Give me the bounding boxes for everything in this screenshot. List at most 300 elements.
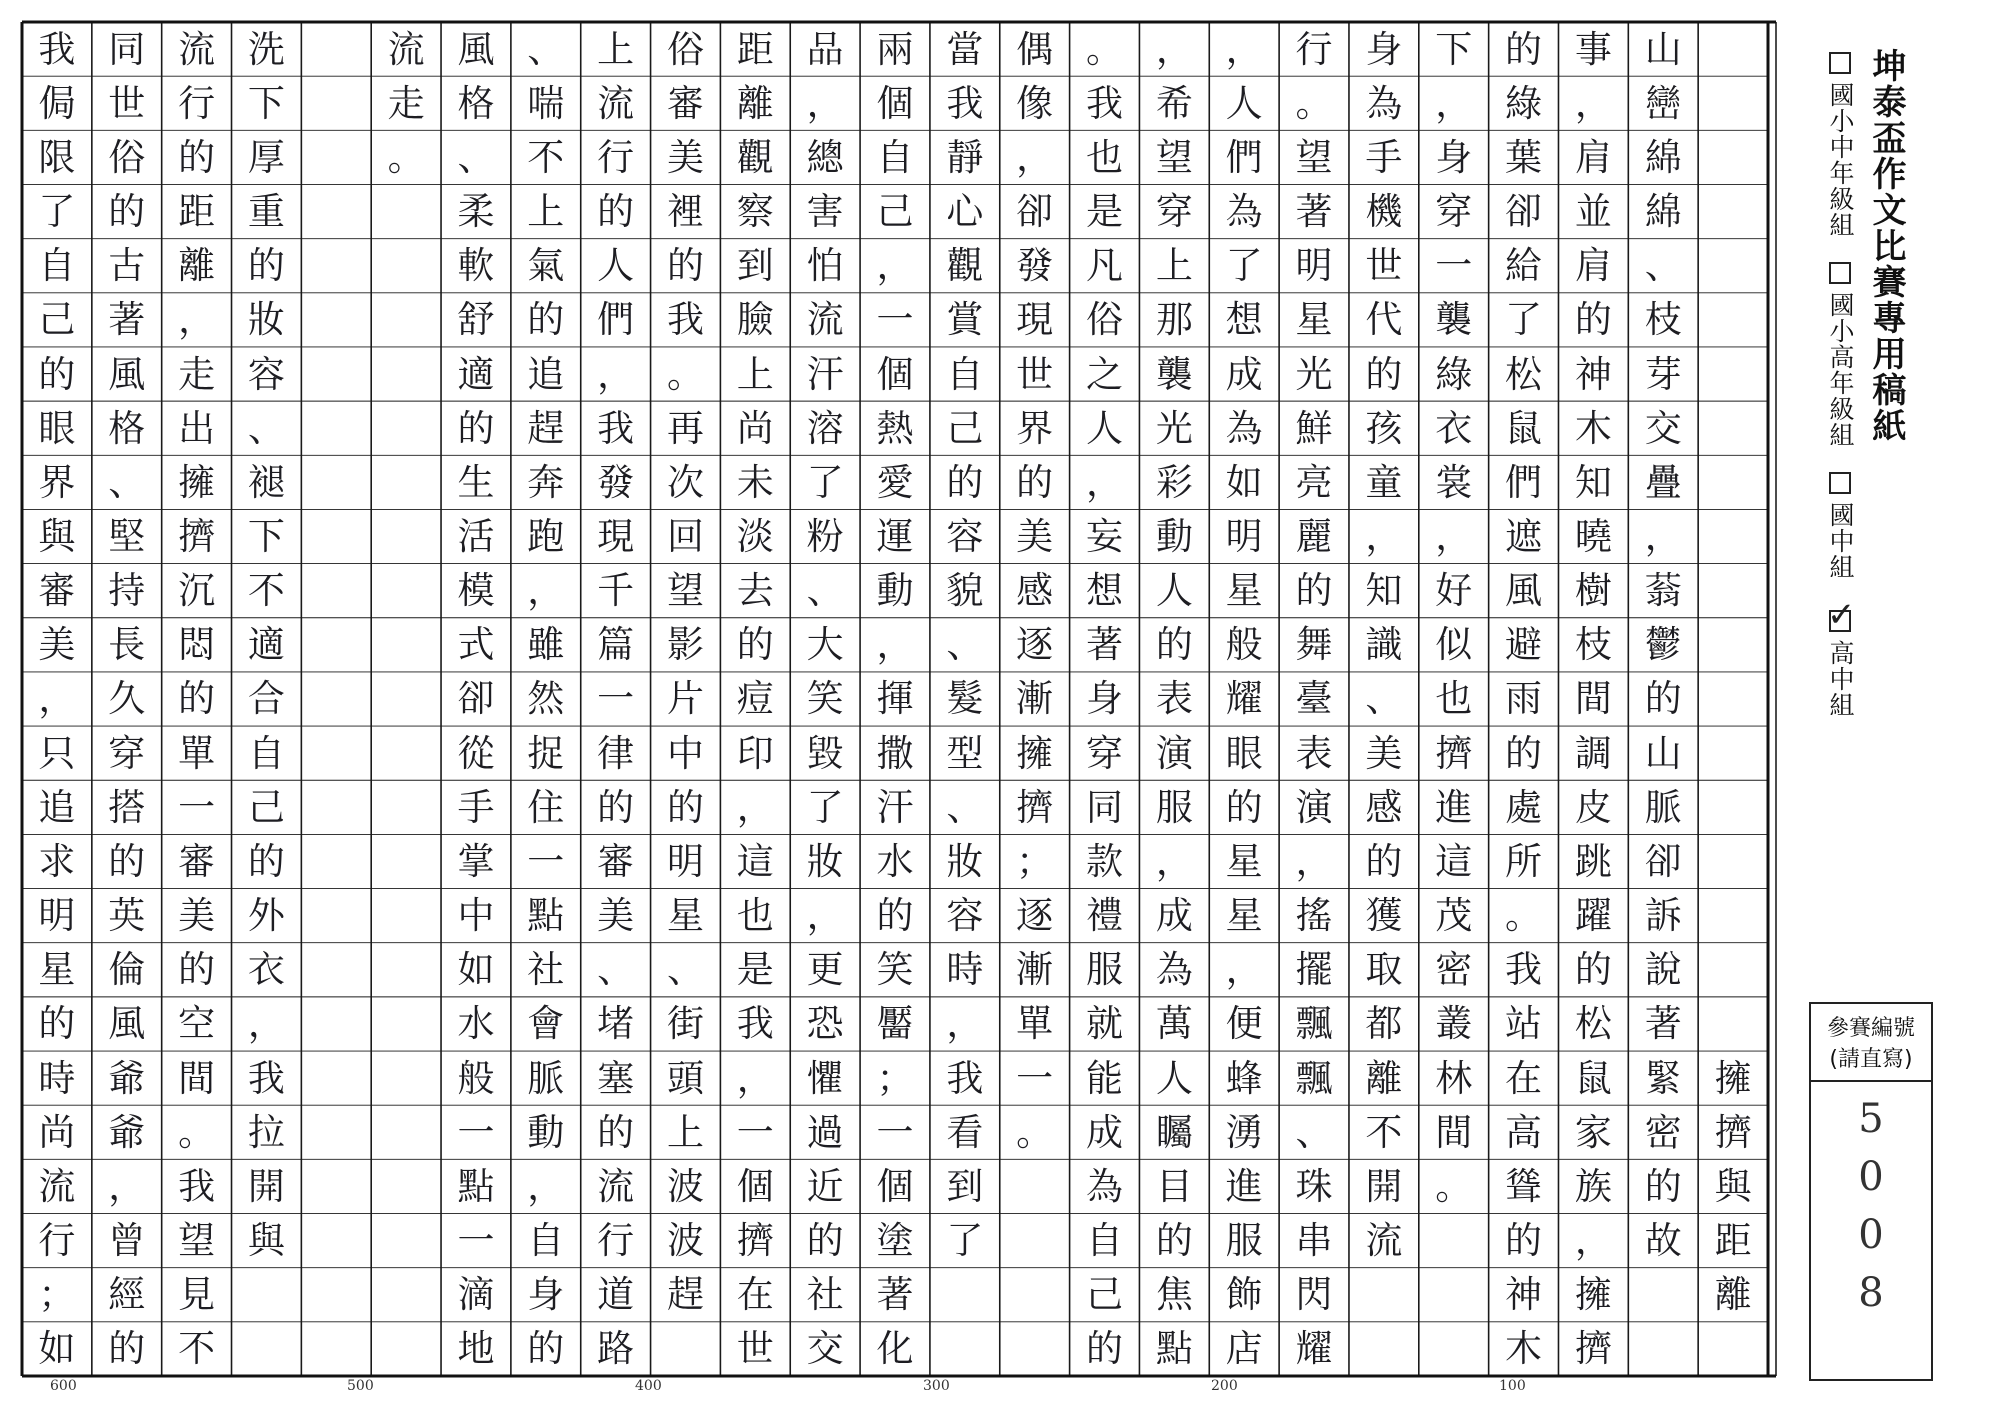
grid-cell: 懼 (806, 1056, 844, 1100)
grid-cell: 趕 (527, 406, 565, 450)
grid-cell: 看 (946, 1110, 984, 1154)
grid-cell: 近 (806, 1164, 844, 1208)
grid-cell: 未 (736, 460, 774, 504)
grid-cell (232, 1268, 302, 1322)
grid-cell: 的 (1155, 1219, 1193, 1263)
grid-cell: 如 (38, 1327, 76, 1371)
grid-cell: 服 (1155, 785, 1193, 829)
grid-cell: ； (876, 1056, 914, 1100)
grid-cell: 。 (1016, 1110, 1054, 1154)
group-label-senior-high: 高中組 (1826, 640, 1855, 718)
grid-cell: 星 (1225, 569, 1263, 613)
grid-cell: 光 (1295, 352, 1333, 396)
grid-cell: 笑 (876, 948, 914, 992)
grid-cell: 水 (876, 839, 914, 883)
grid-cell: ， (1574, 1219, 1612, 1263)
grid-cell (232, 1322, 302, 1376)
grid-cell (1000, 1268, 1070, 1322)
grid-cell: 望 (178, 1219, 216, 1263)
grid-cell (371, 1051, 441, 1105)
group-option-elementary-middle[interactable] (1822, 52, 1858, 238)
grid-cell: 識 (1365, 623, 1403, 667)
grid-cell (1698, 347, 1768, 401)
grid-cell: 恐 (806, 1002, 844, 1046)
grid-cell: 模 (457, 569, 495, 613)
grid-cell: 格 (457, 81, 495, 125)
grid-cell: 容 (946, 894, 984, 938)
grid-cell: 擁 (178, 460, 216, 504)
grid-cell: 如 (1225, 460, 1263, 504)
grid-cell: ， (736, 785, 774, 829)
grid-cell: 影 (666, 623, 704, 667)
grid-cell: 靨 (876, 1002, 914, 1046)
grid-cell (1698, 672, 1768, 726)
grid-cell (301, 1322, 371, 1376)
grid-cell: 為 (1155, 948, 1193, 992)
grid-cell: 開 (1365, 1164, 1403, 1208)
grid-cell: 軟 (457, 244, 495, 288)
essay-column (1349, 22, 1419, 1376)
grid-cell: 一 (178, 785, 216, 829)
grid-cell: ， (1155, 839, 1193, 883)
grid-cell: 星 (1295, 298, 1333, 342)
grid-cell (1698, 618, 1768, 672)
grid-cell: 同 (1086, 785, 1123, 829)
grid-cell: 林 (1435, 1056, 1473, 1100)
grid-cell: 的 (1365, 839, 1403, 883)
checkbox-elementary-middle[interactable] (1829, 52, 1851, 74)
grid-cell: 爺 (108, 1110, 146, 1154)
grid-cell (301, 293, 371, 347)
grid-cell: 限 (38, 135, 76, 179)
grid-cell (301, 889, 371, 943)
essay-column (92, 22, 162, 1376)
grid-cell: 行 (597, 1219, 635, 1263)
grid-cell: 擁 (1714, 1056, 1752, 1100)
grid-cell: 貌 (946, 569, 984, 613)
grid-cell: 觀 (946, 244, 984, 288)
grid-cell: 們 (1225, 135, 1263, 179)
checkbox-elementary-upper[interactable] (1829, 262, 1851, 284)
grid-cell: 美 (178, 894, 216, 938)
grid-cell (1698, 1322, 1768, 1376)
grid-cell: 距 (1714, 1219, 1752, 1263)
checkbox-junior-high[interactable] (1829, 472, 1851, 494)
grid-cell: 堵 (597, 1002, 635, 1046)
grid-cell: 的 (597, 190, 635, 234)
grid-cell: 社 (806, 1273, 844, 1317)
grid-cell: 人 (597, 244, 635, 288)
grid-cell (301, 726, 371, 780)
grid-cell: 童 (1365, 460, 1403, 504)
grid-cell: 能 (1086, 1056, 1123, 1100)
group-option-elementary-upper[interactable] (1822, 262, 1858, 448)
grid-cell: 一 (597, 677, 635, 721)
grid-cell (1698, 509, 1768, 563)
grid-cell: 行 (597, 135, 635, 179)
grid-cell: 一 (736, 1110, 774, 1154)
grid-cell: 出 (178, 406, 216, 450)
grid-cell (371, 509, 441, 563)
grid-cell: 風 (108, 352, 146, 396)
grid-cell: 曾 (108, 1219, 146, 1263)
grid-cell: 的 (1155, 623, 1193, 667)
grid-cell: 是 (1086, 190, 1123, 234)
grid-cell: 兩 (876, 27, 914, 71)
grid-cell: 想 (1225, 298, 1263, 342)
grid-cell: 尚 (736, 406, 774, 450)
grid-cell: 交 (1644, 406, 1682, 450)
grid-cell: 格 (108, 406, 146, 450)
grid-cell: 溶 (806, 406, 844, 450)
grid-cell (371, 1322, 441, 1376)
grid-cell: 地 (457, 1327, 495, 1371)
grid-cell: 成 (1225, 352, 1263, 396)
grid-cell: 的 (1505, 27, 1543, 71)
grid-cell: ， (38, 677, 76, 721)
essay-column (1000, 22, 1070, 1376)
grid-cell: 擠 (1016, 785, 1054, 829)
grid-cell: 身 (1086, 677, 1123, 721)
grid-cell: 裡 (666, 190, 704, 234)
grid-cell: 就 (1086, 1002, 1123, 1046)
grid-cell: 訴 (1644, 894, 1682, 938)
grid-cell: 著 (1644, 1002, 1682, 1046)
essay-column (651, 22, 721, 1376)
grid-cell: 都 (1365, 1002, 1403, 1046)
grid-cell: 流 (597, 1164, 635, 1208)
grid-cell (371, 997, 441, 1051)
grid-cell: 、 (1644, 244, 1682, 288)
grid-cell: 的 (1365, 352, 1403, 396)
grid-cell: 擠 (736, 1219, 774, 1263)
grid-cell: 鮮 (1295, 406, 1333, 450)
grid-cell (301, 1051, 371, 1105)
grid-cell: 故 (1644, 1219, 1682, 1263)
grid-cell: 妝 (247, 298, 285, 342)
grid-cell: 裳 (1435, 460, 1473, 504)
grid-cell: 襲 (1435, 298, 1473, 342)
grid-cell (301, 1105, 371, 1159)
grid-cell: 了 (806, 460, 844, 504)
grid-cell: 跳 (1574, 839, 1612, 883)
grid-cell: 久 (108, 677, 146, 721)
grid-cell: 知 (1365, 569, 1403, 613)
grid-cell (371, 726, 441, 780)
grid-cell: 塞 (597, 1056, 635, 1100)
grid-cell: 脈 (527, 1056, 565, 1100)
grid-cell: 舞 (1295, 623, 1333, 667)
grid-cell: 避 (1505, 623, 1543, 667)
grid-cell: 俗 (108, 135, 146, 179)
grid-cell: 孩 (1365, 406, 1403, 450)
grid-cell: 動 (527, 1110, 565, 1154)
grid-cell: 綠 (1435, 352, 1473, 396)
grid-cell: 下 (247, 81, 285, 125)
group-label-junior-high: 國中組 (1826, 502, 1855, 580)
grid-cell: 美 (1016, 514, 1054, 558)
grid-cell: 綿 (1644, 190, 1682, 234)
grid-cell: 之 (1086, 352, 1123, 396)
grid-cell: 松 (1505, 352, 1543, 396)
grid-cell: 枝 (1574, 623, 1612, 667)
grid-cell: 再 (666, 406, 704, 450)
grid-cell (1698, 22, 1768, 76)
entry-digit: 0 (1858, 1154, 1884, 1200)
grid-cell: 如 (457, 948, 495, 992)
grid-cell: 的 (247, 244, 285, 288)
grid-cell: 風 (108, 1002, 146, 1046)
count-mark: 500 (347, 1378, 374, 1394)
grid-cell: 點 (527, 894, 565, 938)
grid-cell: 自 (527, 1219, 565, 1263)
grid-cell: 律 (597, 731, 635, 775)
grid-cell: 我 (946, 81, 984, 125)
grid-cell: 我 (666, 298, 704, 342)
grid-cell: 風 (1505, 569, 1543, 613)
grid-cell: 痘 (736, 677, 774, 721)
grid-cell: 逐 (1016, 894, 1054, 938)
essay-column (371, 22, 441, 1376)
grid-cell (371, 564, 441, 618)
grid-cell (301, 780, 371, 834)
grid-cell: 為 (1086, 1164, 1123, 1208)
grid-cell: 間 (1435, 1110, 1473, 1154)
grid-cell (1698, 455, 1768, 509)
grid-cell: 手 (1365, 135, 1403, 179)
grid-cell: 蜂 (1225, 1056, 1263, 1100)
grid-cell: 星 (666, 894, 704, 938)
grid-cell: 耀 (1225, 677, 1263, 721)
grid-cell: 上 (597, 27, 635, 71)
grid-cell: 雨 (1505, 677, 1543, 721)
grid-cell: 擠 (1435, 731, 1473, 775)
grid-cell: 與 (38, 514, 76, 558)
essay-column (162, 22, 232, 1376)
grid-cell: 亮 (1295, 460, 1333, 504)
essay-column (441, 22, 511, 1376)
grid-cell: ， (806, 81, 844, 125)
grid-cell: 間 (178, 1056, 216, 1100)
grid-cell: ， (1225, 27, 1263, 71)
grid-cell: 疊 (1644, 460, 1682, 504)
grid-cell: ， (1435, 81, 1473, 125)
grid-cell: 不 (247, 569, 285, 613)
grid-cell: 身 (527, 1273, 565, 1317)
grid-cell: 波 (666, 1164, 704, 1208)
grid-cell: 自 (876, 135, 914, 179)
grid-cell: 身 (1365, 27, 1403, 71)
grid-cell: 的 (876, 894, 914, 938)
grid-cell (371, 455, 441, 509)
grid-cell: 界 (1016, 406, 1054, 450)
grid-cell: 密 (1435, 948, 1473, 992)
grid-cell: 汗 (876, 785, 914, 829)
grid-cell: 演 (1155, 731, 1193, 775)
grid-cell: 獲 (1365, 894, 1403, 938)
grid-cell: 世 (1016, 352, 1054, 396)
grid-cell: 同 (108, 27, 146, 71)
grid-cell: 外 (247, 894, 285, 938)
essay-column (1419, 22, 1489, 1376)
grid-cell: 英 (108, 894, 146, 938)
grid-cell: 擠 (1574, 1327, 1612, 1371)
grid-cell: 臉 (736, 298, 774, 342)
grid-cell: 中 (457, 894, 495, 938)
grid-cell: 見 (178, 1273, 216, 1317)
grid-cell: ， (1016, 135, 1054, 179)
grid-cell: 我 (38, 27, 76, 71)
grid-cell: 流 (38, 1164, 76, 1208)
grid-cell: 人 (1086, 406, 1123, 450)
grid-cell: 這 (736, 839, 774, 883)
entry-number-hint: (請直寫) (1829, 1047, 1913, 1072)
grid-cell (371, 347, 441, 401)
grid-cell: 希 (1155, 81, 1193, 125)
grid-cell: ， (527, 569, 565, 613)
grid-cell: 的 (1574, 298, 1612, 342)
grid-cell (371, 293, 441, 347)
grid-cell: 湧 (1225, 1110, 1263, 1154)
grid-cell: 、 (806, 569, 844, 613)
essay-column (1558, 22, 1628, 1376)
grid-cell: 洗 (247, 27, 285, 71)
grid-cell (371, 1213, 441, 1267)
grid-cell: 不 (178, 1327, 216, 1371)
grid-cell (930, 1322, 1000, 1376)
grid-cell: 、 (597, 948, 635, 992)
entry-digit: 8 (1858, 1270, 1884, 1316)
grid-cell: 厚 (247, 135, 285, 179)
grid-cell: 自 (1086, 1219, 1123, 1263)
grid-cell: 衣 (1435, 406, 1473, 450)
grid-cell (301, 184, 371, 238)
grid-cell: 逐 (1016, 623, 1054, 667)
grid-cell: 肩 (1574, 244, 1612, 288)
grid-cell: 了 (946, 1219, 984, 1263)
grid-cell: 美 (597, 894, 635, 938)
grid-cell: 飄 (1295, 1056, 1333, 1100)
grid-cell: 的 (806, 1219, 844, 1263)
grid-cell: 去 (736, 569, 774, 613)
grid-cell: 機 (1365, 190, 1403, 234)
grid-cell: 們 (1505, 460, 1543, 504)
grid-cell: 款 (1086, 839, 1123, 883)
grid-cell: 妝 (806, 839, 844, 883)
grid-cell: 密 (1644, 1110, 1682, 1154)
grid-cell: 的 (527, 1327, 565, 1371)
grid-cell: 流 (597, 81, 635, 125)
grid-cell: 矚 (1155, 1110, 1193, 1154)
grid-cell: 。 (1435, 1164, 1473, 1208)
grid-cell: 感 (1365, 785, 1403, 829)
grid-cell: 像 (1016, 81, 1054, 125)
grid-cell (1698, 726, 1768, 780)
grid-cell: 了 (38, 190, 76, 234)
grid-cell: 明 (1225, 514, 1263, 558)
group-option-junior-high[interactable] (1822, 472, 1858, 580)
grid-cell (371, 672, 441, 726)
grid-cell: ， (1086, 460, 1123, 504)
grid-cell: 衣 (247, 948, 285, 992)
essay-column (301, 22, 371, 1376)
grid-cell (371, 889, 441, 943)
grid-cell: 擠 (1714, 1110, 1752, 1154)
group-option-senior-high[interactable] (1822, 595, 1858, 718)
grid-cell: 界 (38, 460, 76, 504)
grid-cell: 山 (1644, 27, 1682, 71)
essay-column (22, 22, 92, 1376)
entry-number-box (1809, 1002, 1933, 1381)
grid-cell: 走 (387, 81, 425, 125)
grid-cell: 愛 (876, 460, 914, 504)
grid-cell: 蓊 (1644, 569, 1682, 613)
grid-cell: ； (1016, 839, 1054, 883)
grid-cell: 千 (597, 569, 635, 613)
grid-cell (301, 1268, 371, 1322)
grid-cell (371, 780, 441, 834)
grid-cell: 高 (1505, 1110, 1543, 1154)
grid-cell: 枝 (1644, 298, 1682, 342)
grid-cell: 熱 (876, 406, 914, 450)
grid-cell: 珠 (1295, 1164, 1333, 1208)
grid-cell: 美 (1365, 731, 1403, 775)
grid-cell: ， (736, 1056, 774, 1100)
grid-cell: 風 (457, 27, 495, 71)
grid-cell: 說 (1644, 948, 1682, 992)
grid-cell: 點 (1155, 1327, 1193, 1371)
entry-number-value[interactable] (1811, 1082, 1931, 1328)
grid-cell: 次 (666, 460, 704, 504)
grid-cell: 。 (387, 135, 425, 179)
grid-cell: 感 (1016, 569, 1054, 613)
grid-cell: 為 (1225, 190, 1263, 234)
grid-cell: 取 (1365, 948, 1403, 992)
grid-cell: 彩 (1155, 460, 1193, 504)
grid-cell (301, 672, 371, 726)
grid-cell (301, 347, 371, 401)
grid-cell: 知 (1574, 460, 1612, 504)
grid-cell: 沉 (178, 569, 216, 613)
grid-cell: 適 (457, 352, 495, 396)
grid-cell: 的 (736, 623, 774, 667)
grid-cell: 眼 (38, 406, 76, 450)
grid-cell: 服 (1225, 1219, 1263, 1263)
grid-cell: 時 (38, 1056, 76, 1100)
grid-cell: 的 (1225, 785, 1263, 829)
grid-cell (301, 618, 371, 672)
grid-cell: 己 (946, 406, 984, 450)
checkbox-senior-high[interactable] (1827, 595, 1856, 635)
grid-cell: 的 (178, 677, 216, 721)
grid-cell: 葉 (1505, 135, 1543, 179)
grid-cell: 印 (736, 731, 774, 775)
grid-cell: 便 (1225, 1002, 1263, 1046)
grid-cell: 好 (1435, 569, 1473, 613)
grid-cell: 望 (1155, 135, 1193, 179)
grid-cell: 趕 (666, 1273, 704, 1317)
grid-cell (1698, 943, 1768, 997)
grid-cell: 成 (1086, 1110, 1123, 1154)
essay-column (1070, 22, 1140, 1376)
grid-cell: 著 (1295, 190, 1333, 234)
grid-cell: 行 (178, 81, 216, 125)
grid-cell: 擠 (178, 514, 216, 558)
grid-cell: ， (876, 244, 914, 288)
grid-cell: 一 (457, 1110, 495, 1154)
grid-cell: 會 (527, 1002, 565, 1046)
grid-cell (1698, 834, 1768, 888)
